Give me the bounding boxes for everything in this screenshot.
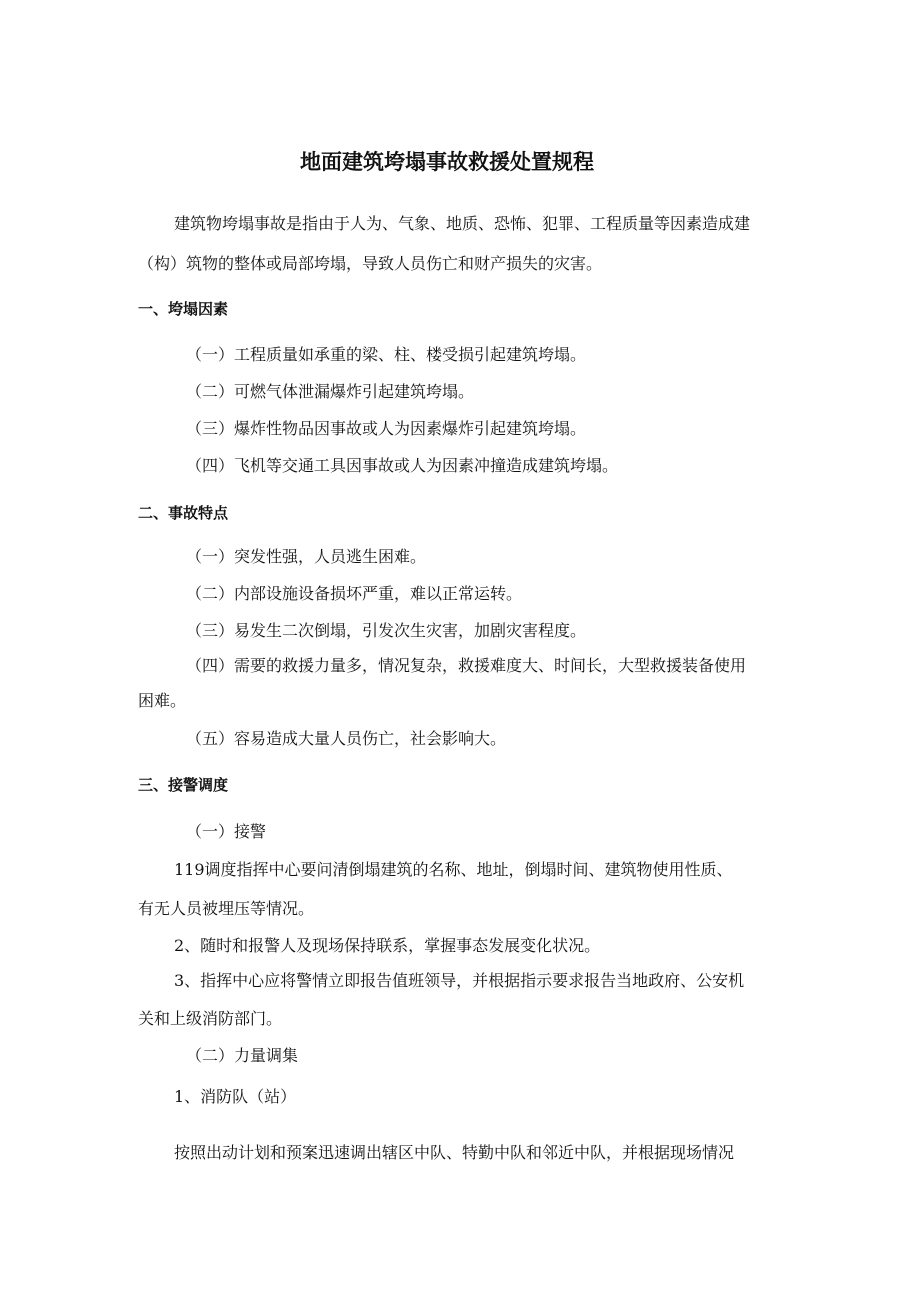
section3-paragraph-3-line-2: 关和上级消防部门。 [138,1009,283,1028]
section1-item-2: （二）可燃气体泄漏爆炸引起建筑垮塌。 [186,382,475,401]
section2-item-3: （三）易发生二次倒塌，引发次生灾害，加剧灾害程度。 [186,621,587,640]
intro-line-1: 建筑物垮塌事故是指由于人为、气象、地质、恐怖、犯罪、工程质量等因素造成建 [174,214,751,233]
section2-item-1: （一）突发性强，人员逃生困难。 [186,547,427,566]
section3-sub-heading-1: （一）接警 [186,822,267,841]
section3-paragraph-1-line-2: 有无人员被埋压等情况。 [138,899,315,918]
section3-paragraph-1-line-1: 119调度指挥中心要问清倒塌建筑的名称、地址，倒塌时间、建筑物使用性质、 [174,860,733,879]
page-title: 地面建筑垮塌事故救援处置规程 [300,150,594,174]
section1-item-4: （四）飞机等交通工具因事故或人为因素冲撞造成建筑垮塌。 [186,456,619,475]
section3-paragraph-3-line-1: 3、指挥中心应将警情立即报告值班领导，并根据指示要求报告当地政府、公安机 [174,971,745,990]
section3-sub2-item-1: 1、消防队（站） [174,1087,297,1106]
section-heading-1: 一、垮塌因素 [138,300,229,318]
section-heading-2: 二、事故特点 [138,504,229,522]
section3-paragraph-4: 按照出动计划和预案迅速调出辖区中队、特勤中队和邻近中队，并根据现场情况 [174,1143,735,1162]
section2-item-4: （四）需要的救援力量多，情况复杂，救援难度大、时间长，大型救援装备使用 [186,656,747,675]
section3-paragraph-2: 2、随时和报警人及现场保持联系，掌握事态发展变化状况。 [174,936,601,955]
section2-item-4-cont: 困难。 [138,691,187,710]
section1-item-3: （三）爆炸性物品因事故或人为因素爆炸引起建筑垮塌。 [186,419,587,438]
section2-item-2: （二）内部设施设备损坏严重，难以正常运转。 [186,584,523,603]
section3-sub-heading-2: （二）力量调集 [186,1046,299,1065]
intro-line-2: （构）筑物的整体或局部垮塌，导致人员伤亡和财产损失的灾害。 [138,254,603,273]
section2-item-5: （五）容易造成大量人员伤亡，社会影响大。 [186,729,507,748]
section-heading-3: 三、接警调度 [138,776,229,794]
section1-item-1: （一）工程质量如承重的梁、柱、楼受损引起建筑垮塌。 [186,345,587,364]
